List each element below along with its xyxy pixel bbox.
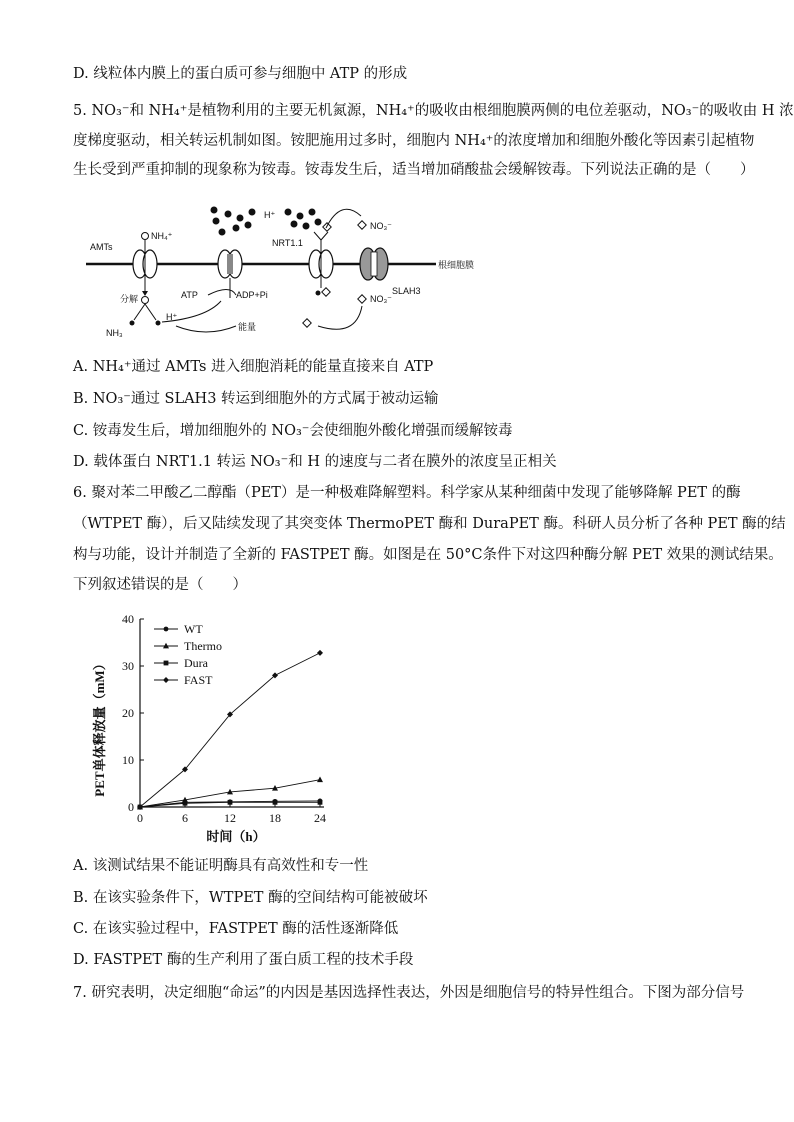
data-point-dura (273, 800, 278, 805)
q6-stem-line-4: 下列叙述错误的是（ ） (73, 577, 247, 593)
q4-option-d: D. 线粒体内膜上的蛋白质可参与细胞中 ATP 的形成 (73, 66, 408, 82)
nh4-ion-outside (142, 233, 149, 240)
no3-top-icon (358, 221, 366, 229)
legend-label: FAST (184, 673, 213, 687)
h-label-top: H⁺ (264, 210, 276, 220)
no3-label-top: NO₃⁻ (370, 221, 392, 231)
q5-stem-line-1: 5. NO₃⁻和 NH₄⁺是植物利用的主要无机氮源，NH₄⁺的吸收由根细胞膜两侧的电位差驱动，NO₃⁻的吸收由 H 浓 (73, 103, 794, 119)
nrt-channel (309, 248, 333, 280)
y-tick-label: 40 (122, 612, 134, 626)
data-point-dura (228, 800, 233, 805)
slah3-label: SLAH3 (392, 286, 421, 296)
no3-label-bottom: NO₃⁻ (370, 294, 392, 304)
q6-option-b: B. 在该实验条件下，WTPET 酶的空间结构可能被破坏 (73, 890, 428, 906)
x-tick-label: 12 (224, 811, 236, 825)
nh4-label-top: NH₄⁺ (151, 231, 173, 241)
data-point-dura (318, 800, 323, 805)
nengliang-label: 能量 (238, 322, 257, 332)
x-tick-label: 18 (269, 811, 281, 825)
nrt-label: NRT1.1 (272, 238, 303, 248)
adp-label: ADP+Pi (236, 290, 268, 300)
nh3-label: NH₃ (106, 328, 123, 338)
y-axis-label: PET单体释放量（mM） (92, 657, 107, 797)
membrane-label: 根细胞膜 (438, 260, 475, 270)
transport-mechanism-diagram (86, 198, 506, 348)
y-tick-label: 0 (128, 800, 134, 814)
y-tick-label: 10 (122, 753, 134, 767)
legend-marker (163, 677, 169, 683)
nh4-ion-inside (142, 297, 149, 304)
h-ion-cluster-left (211, 207, 256, 236)
q7-stem-line-1: 7. 研究表明，决定细胞“命运”的内因是基因选择性表达，外因是细胞信号的特异性组合。下图为部分信号 (73, 985, 745, 1001)
legend-label: Dura (184, 656, 208, 670)
q5-option-a: A. NH₄⁺通过 AMTs 进入细胞消耗的能量直接来自 ATP (73, 359, 434, 375)
q6-option-d: D. FASTPET 酶的生产利用了蛋白质工程的技术手段 (73, 952, 414, 968)
legend-marker (164, 661, 169, 666)
x-tick-label: 6 (182, 811, 188, 825)
legend-label: Thermo (184, 639, 222, 653)
x-axis-label: 时间（h） (206, 829, 266, 844)
fenjie-label: 分解 (120, 294, 139, 304)
q5-option-c: C. 铵毒发生后，增加细胞外的 NO₃⁻会使细胞外酸化增强而缓解铵毒 (73, 423, 513, 439)
x-tick-label: 0 (137, 811, 143, 825)
series-line-fast (140, 653, 320, 807)
data-point-fast (317, 650, 323, 656)
h-ion-cluster-right (285, 209, 322, 230)
q6-stem-line-3: 构与功能，设计并制造了全新的 FASTPET 酶。如图是在 50°C条件下对这四种酶分解 PET 效果的测试结果。 (73, 547, 783, 563)
data-point-thermo (317, 777, 323, 783)
q6-stem-line-1: 6. 聚对苯二甲酸乙二醇酯（PET）是一种极难降解塑料。科学家从某种细菌中发现了能够降解 PET 的酶 (73, 485, 741, 501)
q6-stem-line-2: （WTPET 酶），后又陆续发现了其突变体 ThermoPET 酶和 DuraPET 酶。科研人员分析了各种 PET 酶的结 (73, 516, 786, 532)
pet-release-chart (86, 607, 346, 847)
q6-option-c: C. 在该实验过程中，FASTPET 酶的活性逐渐降低 (73, 921, 399, 937)
legend-label: WT (184, 622, 203, 636)
amts-label: AMTs (90, 242, 113, 252)
legend-marker (164, 627, 169, 632)
data-point-dura (183, 801, 188, 806)
h-label-bottom: H⁺ (166, 312, 178, 322)
q5-option-b: B. NO₃⁻通过 SLAH3 转运到细胞外的方式属于被动运输 (73, 391, 439, 407)
q5-option-d: D. 载体蛋白 NRT1.1 转运 NO₃⁻和 H 的速度与二者在膜外的浓度呈正相关 (73, 454, 557, 470)
amts-channel (133, 248, 157, 280)
proton-pump (218, 250, 242, 278)
y-tick-label: 20 (122, 706, 134, 720)
slah3-channel (360, 248, 388, 280)
no3-bottom-icon (358, 295, 366, 303)
x-tick-label: 24 (314, 811, 326, 825)
q5-stem-line-2: 度梯度驱动，相关转运机制如图。铵肥施用过多时，细胞内 NH₄⁺的浓度增加和细胞外酸化等因素引起植物 (73, 133, 755, 149)
y-tick-label: 30 (122, 659, 134, 673)
q5-stem-line-3: 生长受到严重抑制的现象称为铵毒。铵毒发生后，适当增加硝酸盐会缓解铵毒。下列说法正确的是（ ） (73, 162, 755, 178)
atp-label: ATP (181, 290, 198, 300)
q6-option-a: A. 该测试结果不能证明酶具有高效性和专一性 (73, 858, 369, 874)
